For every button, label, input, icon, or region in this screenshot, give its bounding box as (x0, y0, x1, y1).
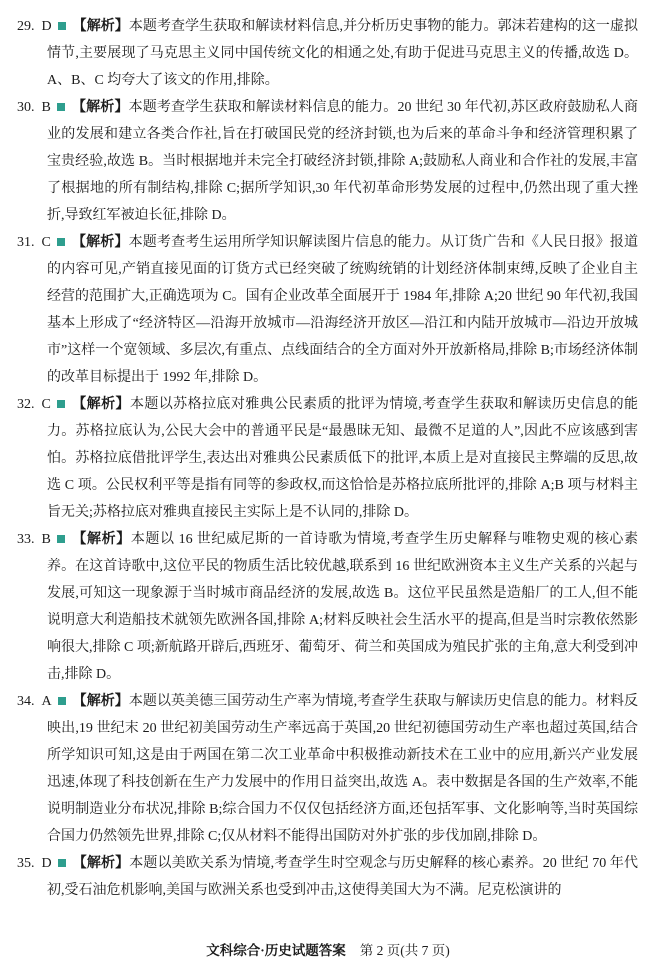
analysis-label: 【解析】 (72, 694, 129, 709)
marker-square-icon (57, 400, 65, 408)
question-number: 35. (17, 856, 35, 871)
explanation-text: 本题以苏格拉底对雅典公民素质的批评为情境,考查学生获取和解读历史信息的能力。苏格拉底认为,公民大会中的普通平民是“最愚昧无知、最微不足道的人”,因此不应该感到害怕。苏格拉底借批评学生,表达出对雅典公民素质低下的批评,本质上是对直接民主弊端的反思,故选 C 项。公民权利平等是指有同等的参政权,而这恰恰是苏格拉底所批评的,排除 A;B 项与材料主旨无关;苏格拉底对雅典直接民主实际上是不认同的,排除 D。 (47, 397, 639, 520)
answer-letter: C (41, 397, 51, 412)
footer-doc-title: 文科综合·历史试题答案 (206, 943, 346, 958)
explanation-text: 本题以 16 世纪威尼斯的一首诗歌为情境,考查学生历史解释与唯物史观的核心素养。在这首诗歌中,这位平民的物质生活比较优越,联系到 16 世纪欧洲资本主义生产关系的兴起与发展,可知这一现象源于当时城市商品经济的发展,故选 B。这位平民虽然是造船厂的工人,但不能说明意大利造船技术就领先欧洲各国,排除 A;材料反映社会生活水平的提高,但是当时宗教依然影响很大,排除 C 项;新航路开辟后,西班牙、葡萄牙、荷兰和英国成为殖民扩张的主角,意大利受到冲击,排除 D。 (47, 532, 639, 682)
question-34 (17, 688, 638, 850)
marker-square-icon (58, 22, 66, 30)
question-32 (17, 391, 638, 526)
question-30 (17, 94, 638, 229)
page-footer (0, 943, 656, 959)
marker-square-icon (57, 238, 65, 246)
explanation-text: 本题以美欧关系为情境,考查学生时空观念与历史解释的核心素养。20 世纪 70 年代初,受石油危机影响,美国与欧洲关系也受到冲击,这使得美国大为不满。尼克松演讲的 (47, 856, 638, 898)
marker-square-icon (57, 103, 65, 111)
question-29 (17, 13, 638, 94)
answer-explanations (17, 13, 638, 904)
answer-letter: B (41, 532, 51, 547)
marker-square-icon (58, 859, 66, 867)
analysis-label: 【解析】 (71, 397, 130, 412)
analysis-label: 【解析】 (72, 19, 129, 34)
analysis-label: 【解析】 (71, 100, 129, 115)
question-number: 30. (17, 100, 35, 115)
answer-letter: C (41, 235, 51, 250)
answer-letter: A (41, 694, 52, 709)
marker-square-icon (57, 535, 65, 543)
analysis-label: 【解析】 (71, 235, 129, 250)
question-number: 29. (17, 19, 35, 34)
question-33 (17, 526, 638, 688)
question-number: 32. (17, 397, 35, 412)
answer-letter: B (41, 100, 51, 115)
analysis-label: 【解析】 (71, 532, 131, 547)
question-31 (17, 229, 638, 391)
analysis-label: 【解析】 (72, 856, 130, 871)
question-number: 31. (17, 235, 35, 250)
question-35 (17, 850, 638, 904)
marker-square-icon (58, 697, 66, 705)
footer-page-number: 第 2 页(共 7 页) (359, 943, 450, 958)
answer-letter: D (41, 19, 52, 34)
explanation-text: 本题考查学生获取和解读材料信息,并分析历史事物的能力。郭沫若建构的这一虚拟情节,主要展现了马克思主义同中国传统文化的相通之处,有助于促进马克思主义的传播,故选 D。A、B、C 均夸大了该文的作用,排除。 (47, 19, 639, 88)
explanation-text: 本题考查学生获取和解读材料信息的能力。20 世纪 30 年代初,苏区政府鼓励私人商业的发展和建立各类合作社,旨在打破国民党的经济封锁,也为后来的革命斗争和经济管理积累了宝贵经验,故选 B。当时根据地并未完全打破经济封锁,排除 A;鼓励私人商业和合作社的发展,丰富了根据地的所有制结构,排除 C;据所学知识,30 年代初革命形势发展的过程中,仍然出现了重大挫折,导致红军被迫长征,排除 D。 (47, 100, 639, 223)
explanation-text: 本题考查考生运用所学知识解读图片信息的能力。从订货广告和《人民日报》报道的内容可见,产销直接见面的订货方式已经突破了统购统销的计划经济体制束缚,反映了企业自主经营的范围扩大,正确选项为 C。国有企业改革全面展开于 1984 年,排除 A;20 世纪 90 年代初,我国基本上形成了“经济特区—沿海开放城市—沿海经济开放区—沿江和内陆开放城市—沿边开放城市”这样一个宽领域、多层次,有重点、点线面结合的全方面对外开放新格局,排除 B;市场经济体制的改革目标提出于 1992 年,排除 D。 (47, 235, 639, 385)
question-number: 33. (17, 532, 35, 547)
answer-letter: D (41, 856, 52, 871)
question-number: 34. (17, 694, 35, 709)
explanation-text: 本题以英美德三国劳动生产率为情境,考查学生获取与解读历史信息的能力。材料反映出,19 世纪末 20 世纪初美国劳动生产率远高于英国,20 世纪初德国劳动生产率也超过英国,结合所学知识可知,这是由于两国在第二次工业革命中积极推动新技术在工业中的应用,新兴产业发展迅速,体现了科技创新在生产力发展中的作用日益突出,故选 A。表中数据是各国的生产效率,不能说明制造业分布状况,排除 B;综合国力不仅仅包括经济方面,还包括军事、文化影响等,当时英国综合国力仍然领先世界,排除 C;仅从材料不能得出国防对外扩张的步伐加剧,排除 D。 (47, 694, 639, 844)
